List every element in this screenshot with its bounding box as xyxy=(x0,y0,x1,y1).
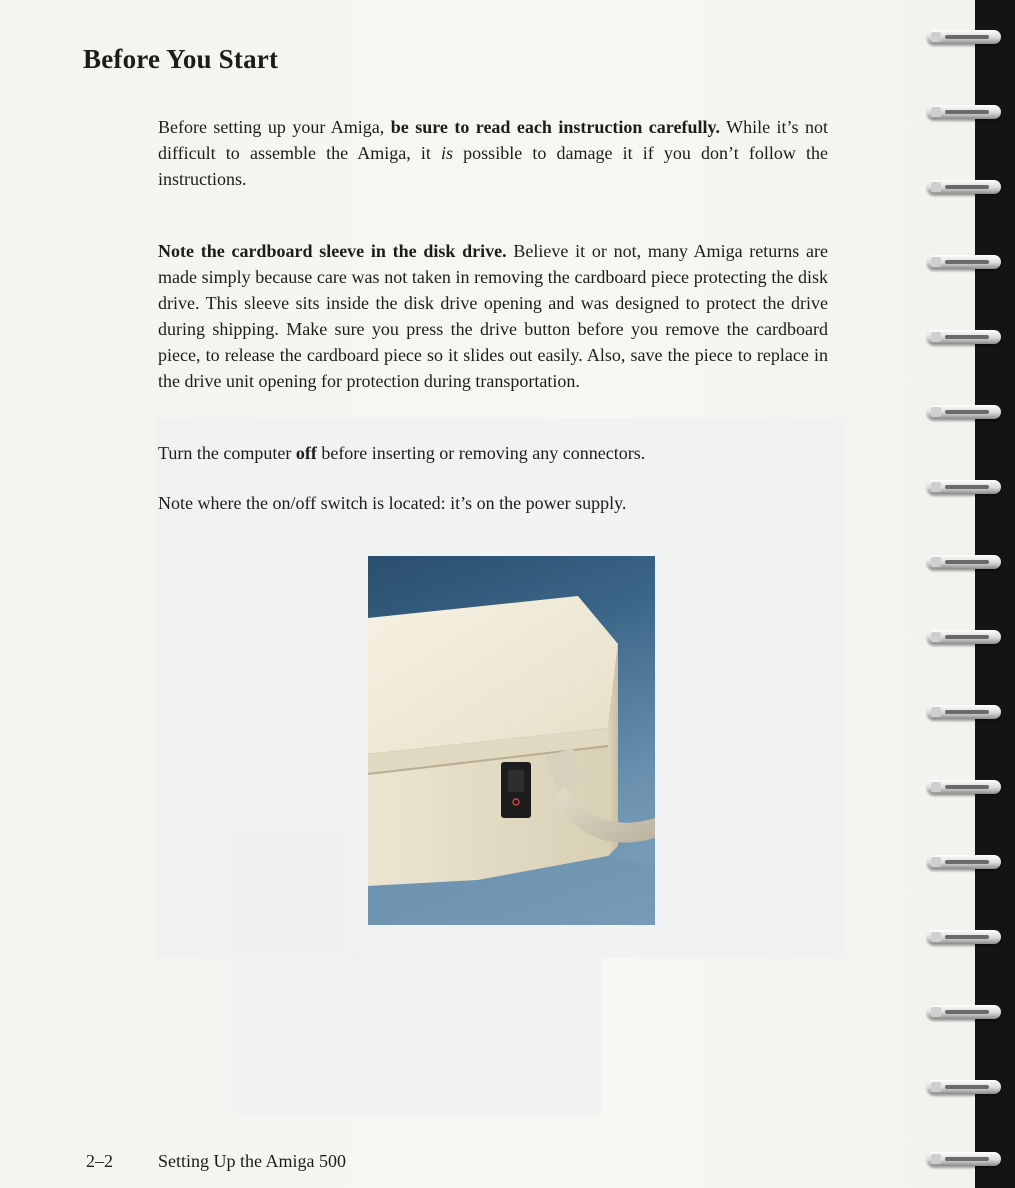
running-footer-title: Setting Up the Amiga 500 xyxy=(158,1151,346,1171)
binding-ring xyxy=(927,253,1009,275)
page-number: 2–2 xyxy=(86,1151,113,1171)
binding-ring xyxy=(927,178,1009,200)
binding-ring xyxy=(927,403,1009,425)
binding-ring xyxy=(927,28,1009,50)
paragraph-intro: Before setting up your Amiga, be sure to read each instruction carefully. While it’s not difficult to assemble the Amiga, it is possible to damage it if you don’t follow the instructions. xyxy=(158,117,828,189)
paragraph-power-off: Turn the computer off before inserting or removing any connectors. xyxy=(158,443,646,463)
binding-ring xyxy=(927,1078,1009,1100)
binding-ring xyxy=(927,328,1009,350)
page-heading: Before You Start xyxy=(83,44,279,74)
paragraph-switch-location: Note where the on/off switch is located: it’s on the power supply. xyxy=(158,493,627,513)
binding-ring xyxy=(927,1150,1009,1172)
binding-ring xyxy=(927,553,1009,575)
binding-ring xyxy=(927,928,1009,950)
power-supply-illustration xyxy=(368,556,655,925)
binding-ring xyxy=(927,853,1009,875)
binding-ring xyxy=(927,778,1009,800)
power-supply-top xyxy=(368,596,618,754)
paragraph-cardboard-sleeve: Note the cardboard sleeve in the disk drive. Believe it or not, many Amiga returns are made simply because care was not taken in removing the cardboard piece protecting the disk drive. This sleeve sits inside the disk drive opening and was designed to protect the drive during shipping. Make sure you press the drive button before you remove the cardboard piece, to release the cardboard piece so it slides out easily. Also, save the piece to replace in the drive unit opening for protection during transportation. xyxy=(158,241,828,391)
power-supply-photo xyxy=(368,556,655,925)
binding-ring xyxy=(927,478,1009,500)
binding-ring xyxy=(927,103,1009,125)
spiral-binding xyxy=(925,0,1015,1188)
binding-ring xyxy=(927,628,1009,650)
binding-ring xyxy=(927,703,1009,725)
binding-ring xyxy=(927,1003,1009,1025)
